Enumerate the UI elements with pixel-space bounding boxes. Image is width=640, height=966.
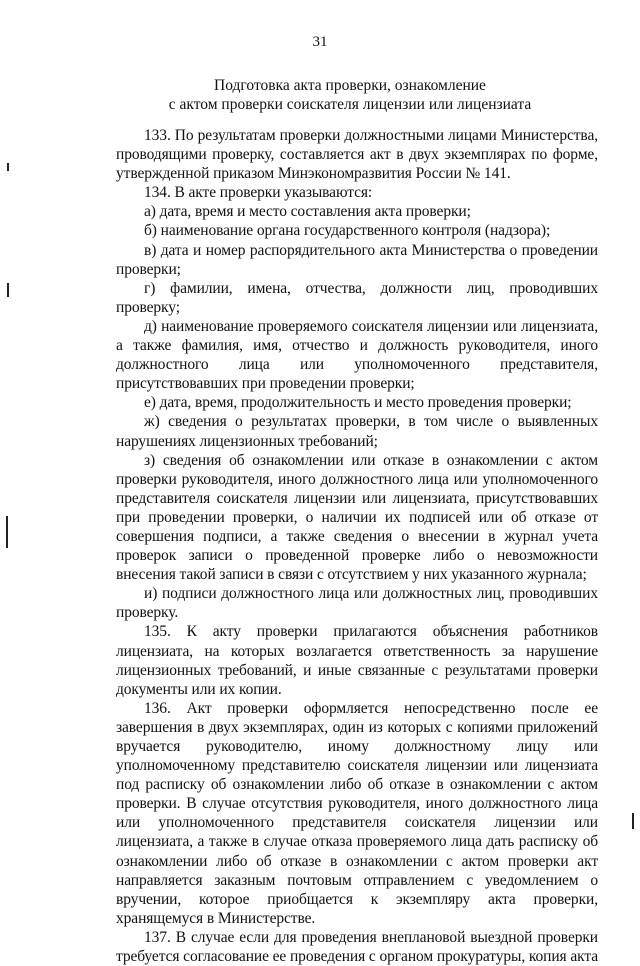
list-item-zh: ж) сведения о результатах проверки, в том числе о выявленных нарушениях лицензионных требований; — [116, 413, 598, 450]
paragraph-136: 136. Акт проверки оформляется непосредственно после ее завершения в двух экземплярах, один из которых с копиями приложений вручается руководителю, иному должностному лицу или уполномоченному представителю соискателя лицензии или лицензиата под расписку об ознакомлении либо об отказе в ознакомлении с актом проверки. В случае отсутствия руководителя, иного должностного лица или уполномоченного представителя соискателя лицензии или лицензиата, а также в случае отказа проверяемого лица дать расписку об ознакомлении либо об отказе в ознакомлении с актом проверки акт направляется заказным почтовым отправлением с уведомлением о вручении, которое приобщается к экземпляру акта проверки, хранящемуся в Министерстве. — [116, 699, 598, 927]
paragraph-133: 133. По результатам проверки должностными лицами Министерства, проводящими проверку, составляется акт в двух экземплярах по форме, утвержденной приказом Минэкономразвития России № 141. — [116, 127, 598, 183]
paragraph-135: 135. К акту проверки прилагаются объяснения работников лицензиата, на которых возлагается ответственность за нарушение лицензионных требований, и иные связанные с результатами проверки документы или их копии. — [116, 623, 598, 698]
section-heading-line-2: с актом проверки соискателя лицензии или лицензиата — [168, 96, 532, 113]
left-margin-mark-1 — [7, 163, 9, 171]
list-item-v: в) дата и номер распорядительного акта Министерства о проведении проверки; — [116, 241, 598, 278]
list-item-b: б) наименование органа государственного контроля (надзора); — [144, 222, 551, 240]
list-item-d: д) наименование проверяемого соискателя лицензии или лицензиата, а также фамилия, имя, отчество и должность руководителя, иного должностного лица или уполномоченного представителя, присутствовавших при проведении проверки; — [116, 317, 598, 393]
list-item-g: г) фамилии, имена, отчества, должности лиц, проводивших проверку; — [116, 279, 598, 316]
page-number: 31 — [312, 34, 328, 50]
section-heading-line-1: Подготовка акта проверки, ознакомление — [214, 77, 486, 94]
list-item-e: е) дата, время, продолжительность и место проведения проверки; — [144, 394, 572, 412]
body-text — [116, 126, 598, 966]
left-margin-mark-3 — [6, 516, 8, 548]
paragraph-134: 134. В акте проверки указываются: — [144, 184, 373, 202]
list-item-a: а) дата, время и место составления акта проверки; — [144, 203, 471, 221]
list-item-i: и) подписи должностного лица или должностных лиц, проводивших проверку. — [116, 585, 598, 622]
right-margin-mark — [632, 813, 634, 829]
list-item-z: з) сведения об ознакомлении или отказе в ознакомлении с актом проверки руководителя, иного должностного лица или уполномоченного представителя соискателя лицензии или лицензиата, присутствовавших при проведении проверки, о наличии их подписей или об отказе от совершения подписи, а также сведения о внесении в журнал учета проверок записи о проведенной проверке либо о невозможности внесения такой записи в связи с отсутствием у них указанного журнала; — [116, 451, 598, 584]
paragraph-137: 137. В случае если для проведения внеплановой выездной проверки требуется согласование ее проведения с органом прокуратуры, копия акта — [116, 928, 599, 966]
section-heading — [100, 76, 600, 114]
left-margin-mark-2 — [7, 283, 9, 297]
